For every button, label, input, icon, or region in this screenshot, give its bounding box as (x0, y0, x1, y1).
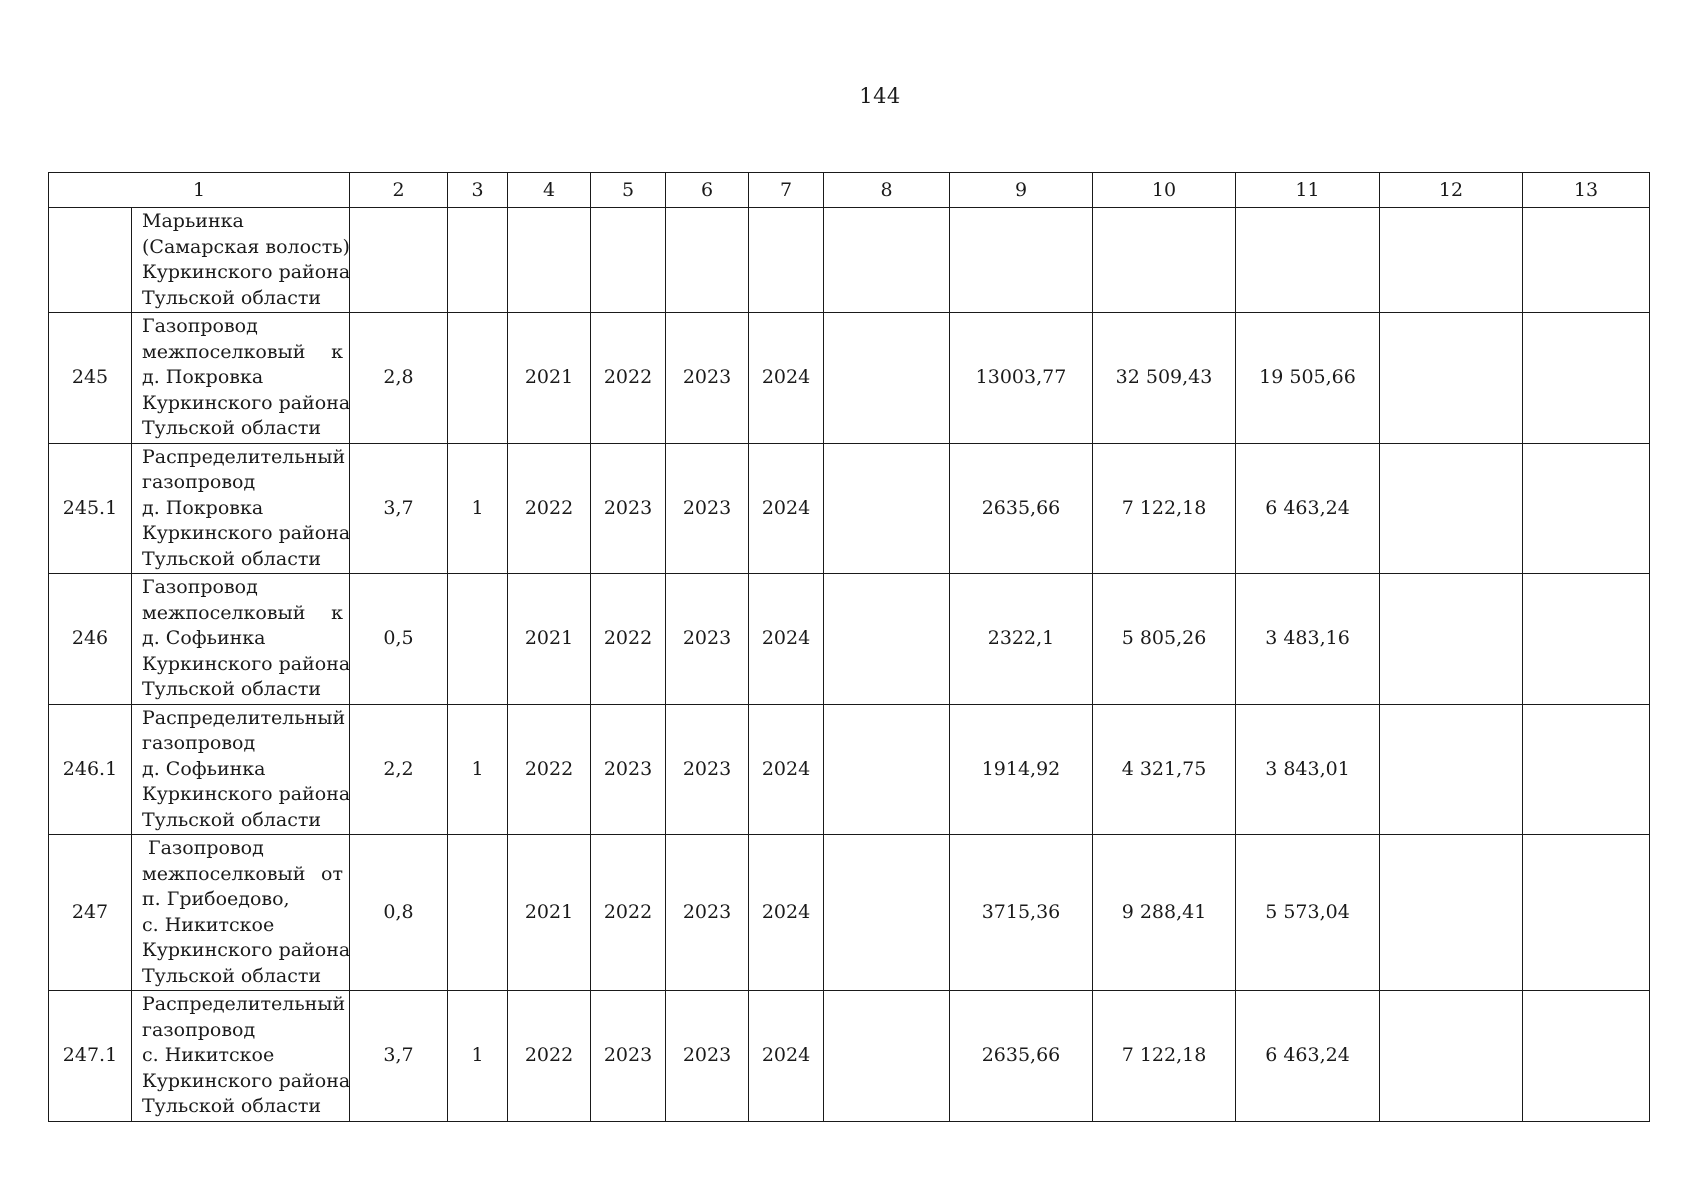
cell-col-11: 19 505,66 (1236, 313, 1380, 444)
cell-col-2: 0,8 (350, 835, 448, 991)
cell-col-13 (1523, 313, 1650, 444)
cell-col-11 (1236, 208, 1380, 313)
cell-col-12 (1380, 991, 1523, 1122)
cell-col-9: 2635,66 (950, 443, 1093, 574)
object-name-line: газопровод (142, 732, 256, 754)
object-name-line: Газопровод (142, 576, 258, 598)
cell-col-9: 3715,36 (950, 835, 1093, 991)
cell-col-11: 5 573,04 (1236, 835, 1380, 991)
cell-col-3: 1 (448, 991, 508, 1122)
cell-col-12 (1380, 208, 1523, 313)
cell-col-8 (824, 208, 950, 313)
object-name-line: газопровод (142, 1018, 256, 1041)
cell-col-3 (448, 574, 508, 705)
object-name-line: Газопровод (148, 837, 264, 859)
cell-col-4: 2021 (508, 574, 591, 705)
header-cell-2: 2 (350, 173, 448, 208)
header-cell-13: 13 (1523, 173, 1650, 208)
cell-col-2: 3,7 (350, 991, 448, 1122)
cell-col-11: 6 463,24 (1236, 991, 1380, 1122)
cell-col-11: 3 843,01 (1236, 704, 1380, 835)
object-name-line (142, 862, 343, 888)
cell-col-9: 2635,66 (950, 991, 1093, 1122)
cell-col-6 (666, 208, 749, 313)
object-name-line: Куркинского района (142, 391, 351, 414)
object-name-word: межпоселковый (142, 601, 306, 624)
object-name-line: Распределительный (142, 993, 346, 1015)
cell-col-9: 1914,92 (950, 704, 1093, 835)
object-name-line: Марьинка (142, 210, 244, 232)
object-name-line: Куркинского района (142, 1069, 351, 1092)
object-name-line: Куркинского района (142, 261, 351, 283)
object-name-line: д. Софьинка (142, 757, 266, 780)
object-name-word: межпоселковый (142, 862, 306, 885)
object-name-line: Распределительный (142, 445, 346, 468)
cell-col-5: 2023 (591, 443, 666, 574)
object-name-line: с. Никитское (142, 1044, 275, 1066)
object-name-line: с. Никитское (142, 913, 275, 936)
object-name-cell (132, 313, 350, 444)
cell-col-7: 2024 (749, 574, 824, 705)
table-row (49, 704, 1650, 835)
cell-col-13 (1523, 991, 1650, 1122)
cell-col-5 (591, 208, 666, 313)
cell-col-13 (1523, 443, 1650, 574)
table-row (49, 835, 1650, 991)
cell-col-2 (350, 208, 448, 313)
cell-col-6: 2023 (666, 991, 749, 1122)
header-cell-3: 3 (448, 173, 508, 208)
cell-col-12 (1380, 574, 1523, 705)
cell-col-13 (1523, 574, 1650, 705)
cell-col-4: 2022 (508, 991, 591, 1122)
cell-col-13 (1523, 208, 1650, 313)
object-name-line: п. Грибоедово, (142, 888, 290, 910)
cell-col-4: 2022 (508, 704, 591, 835)
object-name-cell (132, 208, 350, 313)
object-name-line: (Самарская волость) (142, 235, 350, 258)
object-name-line: Тульской области (142, 417, 322, 439)
object-name-word: к (331, 601, 343, 624)
object-name-line: Распределительный (142, 706, 346, 729)
cell-col-8 (824, 835, 950, 991)
cell-col-8 (824, 991, 950, 1122)
cell-col-3 (448, 835, 508, 991)
object-name-cell (132, 704, 350, 835)
table-row (49, 313, 1650, 444)
row-number-cell (49, 208, 132, 313)
cell-col-9: 13003,77 (950, 313, 1093, 444)
cell-col-7: 2024 (749, 313, 824, 444)
object-name-line: Тульской области (142, 1095, 322, 1117)
cell-col-2: 0,5 (350, 574, 448, 705)
table-row (49, 443, 1650, 574)
row-number-cell: 247 (49, 835, 132, 991)
cell-col-3 (448, 313, 508, 444)
object-name-line: д. Софьинка (142, 627, 266, 649)
cell-col-10: 5 805,26 (1093, 574, 1236, 705)
object-name-line: Куркинского района (142, 522, 351, 544)
cell-col-11: 6 463,24 (1236, 443, 1380, 574)
cell-col-8 (824, 704, 950, 835)
header-cell-7: 7 (749, 173, 824, 208)
cell-col-12 (1380, 704, 1523, 835)
cell-col-11: 3 483,16 (1236, 574, 1380, 705)
data-table (48, 172, 1650, 1122)
object-name-line: Тульской области (142, 678, 322, 700)
cell-col-5: 2022 (591, 313, 666, 444)
object-name-line: Куркинского района (142, 652, 351, 675)
cell-col-5: 2023 (591, 704, 666, 835)
table-row (49, 991, 1650, 1122)
object-name-line: Тульской области (142, 286, 322, 309)
object-name-line: Тульской области (142, 964, 322, 987)
cell-col-5: 2022 (591, 574, 666, 705)
cell-col-6: 2023 (666, 313, 749, 444)
cell-col-10: 9 288,41 (1093, 835, 1236, 991)
cell-col-2: 2,2 (350, 704, 448, 835)
table-row (49, 574, 1650, 705)
header-cell-9: 9 (950, 173, 1093, 208)
cell-col-8 (824, 574, 950, 705)
header-cell-4: 4 (508, 173, 591, 208)
header-cell-5: 5 (591, 173, 666, 208)
cell-col-6: 2023 (666, 574, 749, 705)
cell-col-3: 1 (448, 704, 508, 835)
cell-col-9 (950, 208, 1093, 313)
cell-col-10: 7 122,18 (1093, 991, 1236, 1122)
row-number-cell: 245.1 (49, 443, 132, 574)
header-cell-6: 6 (666, 173, 749, 208)
cell-col-10 (1093, 208, 1236, 313)
object-name-line (142, 601, 343, 627)
cell-col-10: 4 321,75 (1093, 704, 1236, 835)
header-cell-10: 10 (1093, 173, 1236, 208)
object-name-cell (132, 574, 350, 705)
cell-col-13 (1523, 704, 1650, 835)
header-cell-1: 1 (49, 173, 350, 208)
cell-col-7: 2024 (749, 443, 824, 574)
cell-col-2: 3,7 (350, 443, 448, 574)
page-number: 144 (859, 84, 901, 108)
cell-col-10: 7 122,18 (1093, 443, 1236, 574)
header-cell-11: 11 (1236, 173, 1380, 208)
object-name-line: Тульской области (142, 808, 322, 831)
object-name-line: Куркинского района (142, 939, 351, 961)
table-header-row (49, 173, 1650, 208)
object-name-line: газопровод (142, 471, 256, 493)
object-name-line (142, 340, 343, 366)
object-name-line: д. Покровка (142, 496, 264, 519)
cell-col-3 (448, 208, 508, 313)
object-name-cell (132, 835, 350, 991)
row-number-cell: 247.1 (49, 991, 132, 1122)
cell-col-12 (1380, 835, 1523, 991)
cell-col-7 (749, 208, 824, 313)
row-number-cell: 246.1 (49, 704, 132, 835)
cell-col-5: 2023 (591, 991, 666, 1122)
cell-col-6: 2023 (666, 704, 749, 835)
cell-col-8 (824, 443, 950, 574)
cell-col-10: 32 509,43 (1093, 313, 1236, 444)
cell-col-7: 2024 (749, 835, 824, 991)
object-name-word: межпоселковый (142, 340, 306, 363)
object-name-line: Газопровод (142, 315, 258, 337)
cell-col-8 (824, 313, 950, 444)
object-name-line: Куркинского района (142, 783, 351, 805)
cell-col-4 (508, 208, 591, 313)
object-name-line: Тульской области (142, 547, 322, 570)
cell-col-6: 2023 (666, 443, 749, 574)
object-name-cell (132, 443, 350, 574)
table-row (49, 208, 1650, 313)
cell-col-6: 2023 (666, 835, 749, 991)
cell-col-4: 2022 (508, 443, 591, 574)
header-cell-8: 8 (824, 173, 950, 208)
object-name-line: д. Покровка (142, 366, 264, 388)
cell-col-12 (1380, 313, 1523, 444)
cell-col-12 (1380, 443, 1523, 574)
cell-col-5: 2022 (591, 835, 666, 991)
cell-col-2: 2,8 (350, 313, 448, 444)
cell-col-3: 1 (448, 443, 508, 574)
object-name-word: к (331, 340, 343, 363)
cell-col-13 (1523, 835, 1650, 991)
object-name-cell (132, 991, 350, 1122)
cell-col-7: 2024 (749, 991, 824, 1122)
row-number-cell: 245 (49, 313, 132, 444)
header-cell-12: 12 (1380, 173, 1523, 208)
object-name-word: от (321, 862, 343, 885)
cell-col-4: 2021 (508, 835, 591, 991)
row-number-cell: 246 (49, 574, 132, 705)
cell-col-4: 2021 (508, 313, 591, 444)
cell-col-7: 2024 (749, 704, 824, 835)
cell-col-9: 2322,1 (950, 574, 1093, 705)
